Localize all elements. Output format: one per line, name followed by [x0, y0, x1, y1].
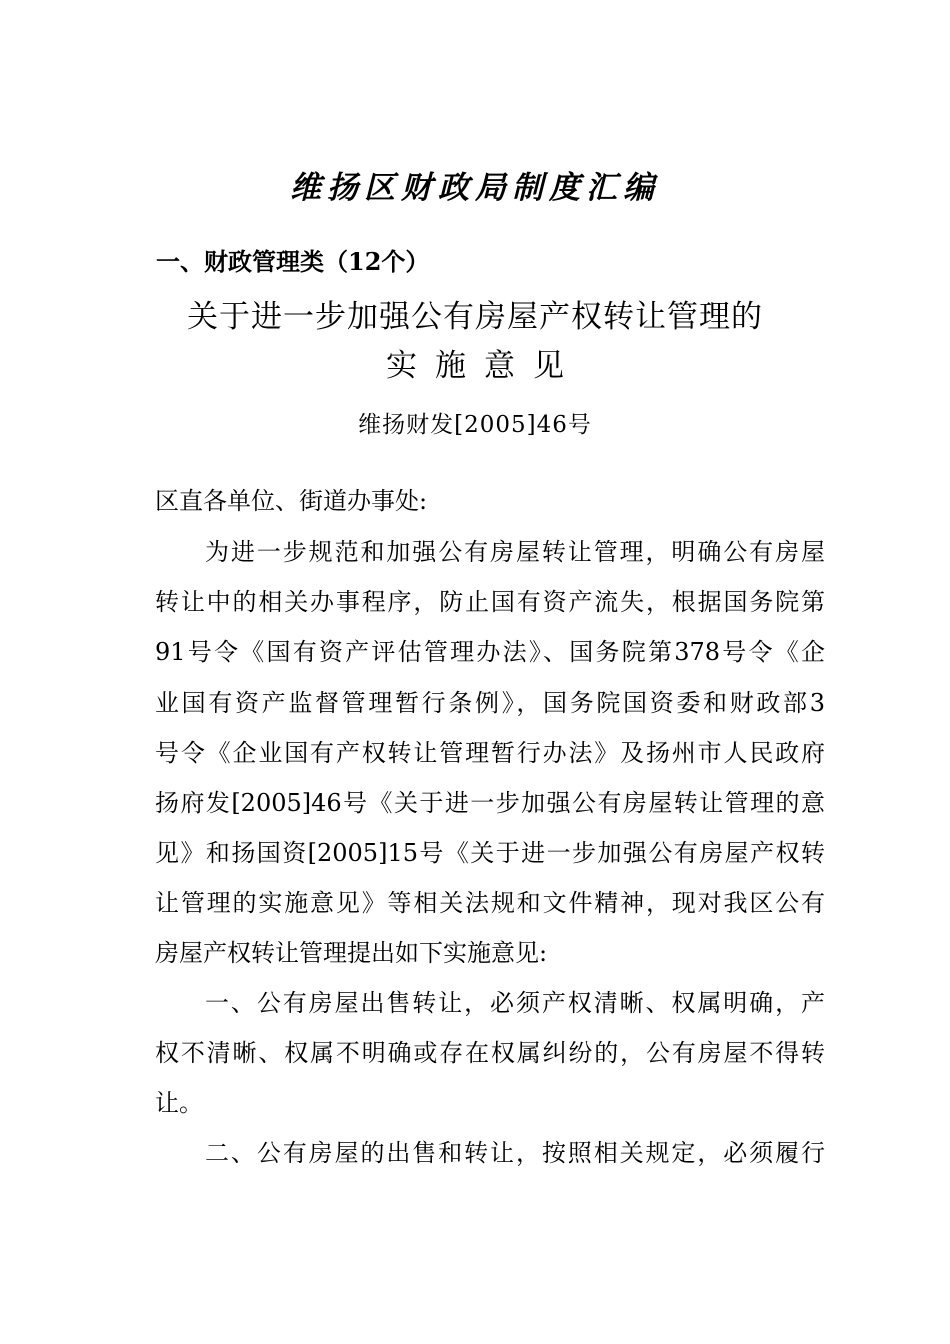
- section-heading: 一、财政管理类（12个）: [156, 247, 430, 276]
- paragraph-3-line: 二、公有房屋的出售和转让，按照相关规定，必须履行: [205, 1139, 825, 1167]
- paragraph-1-line: 见》和扬国资[2005]15号《关于进一步加强公有房屋产权转: [155, 839, 825, 867]
- paragraph-1-line: 转让中的相关办事程序，防止国有资产流失，根据国务院第: [155, 588, 825, 616]
- paragraph-2-line: 一、公有房屋出售转让，必须产权清晰、权属明确，产: [205, 989, 825, 1017]
- document-number: 维扬财发[2005]46号: [358, 412, 592, 438]
- paragraph-1-line: 扬府发[2005]46号《关于进一步加强公有房屋转让管理的意: [155, 789, 825, 817]
- paragraph-1-line: 为进一步规范和加强公有房屋转让管理，明确公有房屋: [205, 538, 825, 566]
- paragraph-2-line: 权不清晰、权属不明确或存在权属纠纷的，公有房屋不得转: [155, 1039, 825, 1067]
- paragraph-1-line: 让管理的实施意见》等相关法规和文件精神，现对我区公有: [155, 889, 825, 917]
- document-title-line-2: 实施意见: [386, 348, 582, 384]
- paragraph-2-line: 让。: [155, 1089, 203, 1117]
- paragraph-1-line: 91号令《国有资产评估管理办法》、国务院第378号令《企: [155, 638, 825, 666]
- paragraph-1-line: 业国有资产监督管理暂行条例》，国务院国资委和财政部3: [155, 689, 825, 717]
- paragraph-1-line: 房屋产权转让管理提出如下实施意见:: [155, 939, 548, 967]
- paragraph-1-line: 号令《企业国有产权转让管理暂行办法》及扬州市人民政府: [155, 739, 825, 767]
- book-title: 维扬区财政局制度汇编: [290, 170, 660, 206]
- addressee: 区直各单位、街道办事处:: [155, 487, 428, 515]
- document-title-line-1: 关于进一步加强公有房屋产权转让管理的: [187, 299, 763, 335]
